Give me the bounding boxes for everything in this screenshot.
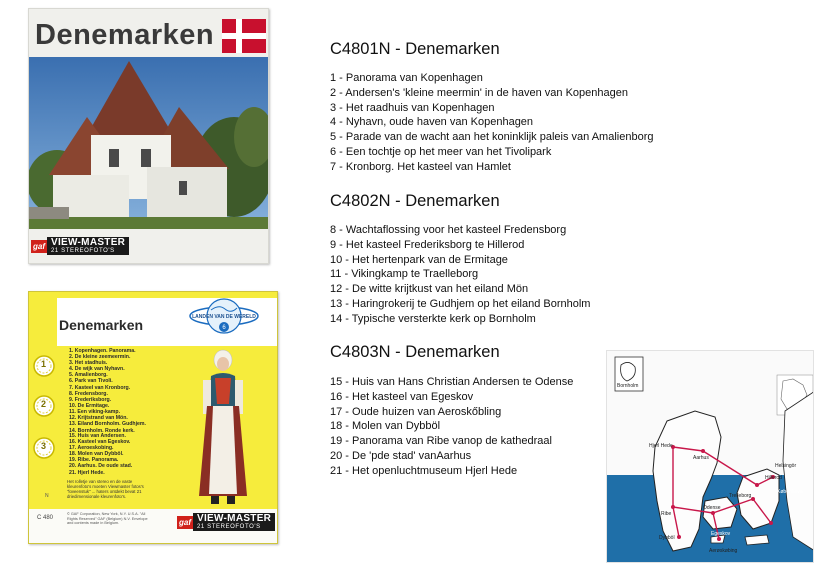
list-item: 1 - Panorama van Kopenhagen [330, 72, 483, 84]
map-label-odense: Odense [703, 505, 721, 511]
reel-list-c4801 [330, 71, 653, 175]
reel-number: 2 [41, 399, 47, 409]
list-item: 17 - Oude huizen van Aeroskőbling [330, 405, 502, 418]
list-item: 14 - Typische versterkte kerk op Bornholm [330, 312, 536, 325]
packet-footer [29, 229, 269, 264]
map-label-ribe: Ribe [661, 511, 672, 517]
map-label-bornholm: Bornholm [617, 383, 639, 389]
list-item: 10 - Het hertenpark van de Ermitage [330, 253, 508, 266]
map-label-dybbol: Dybböl [659, 535, 675, 541]
reel-3-list: 15. Huis van Andersen. 16. Kasteel van Egeskov. 17. Aeroeskobing. 18. Molen van Dybböl. 19. Ribe. Panorama. 20. Aarhus. De oude stad. 21. Hjerl Hede. [69, 433, 133, 476]
packet-title: Denemarken [59, 317, 144, 333]
list-item: 6 - Een tochtje op het meer van het Tivolipark [330, 145, 552, 158]
reel-list-c4802 [330, 223, 590, 327]
map-label-aarhus: Aarhus [693, 455, 709, 461]
church-photo [29, 57, 269, 229]
copyright-text: © GAF Corporation, New York, N.Y. U.S.A. "All Rights Reserved" GAF (Belgium) N.V. Envelope and contents made in Belgium. [67, 512, 148, 525]
list-item: 7 - Kronborg. Het kasteel van Hamlet [330, 160, 511, 173]
list-item: 5 - Parade van de wacht aan het koninklijk paleis van Amalienborg [330, 131, 654, 144]
packet-title: Denemarken [35, 19, 215, 51]
list-item: 12 - De witte krijtkust van het eiland Mön [330, 283, 529, 296]
list-item: 9 - Het kasteel Frederiksborg te Hillerod [330, 238, 525, 251]
costume-woman-illustration [193, 346, 253, 510]
packet-bottom-strip [29, 509, 278, 544]
section-title-c4801: C4801N - Denemarken [330, 40, 500, 58]
map-label-aeroskobing: Aerøskøbing [709, 548, 738, 554]
list-item: 18 - Molen van Dybböl [330, 420, 441, 433]
list-item: 2 - Andersen's 'kleine meermin' in de haven van Kopenhagen [330, 86, 628, 99]
map-label-helsingor: Helsingör [775, 463, 797, 469]
packet-code: C 480 [37, 515, 54, 521]
denmark-map [606, 350, 814, 563]
svg-text:6: 6 [222, 325, 226, 331]
packet-back [28, 291, 278, 544]
section-title-c4802: C4802N - Denemarken [330, 192, 500, 210]
map-label-hjerl-hede: Hjerl Hede [649, 443, 673, 449]
list-item: 21 - Het openluchtmuseum Hjerl Hede [330, 464, 518, 477]
reel-list-c4803 [330, 375, 573, 479]
map-label-kobenhavn: København [777, 489, 803, 495]
reel-1-list: 1. Kopenhagen. Panorama. 2. De kleine zeemeermin. 3. Het stadhuis. 4. De wijk van Nyhavn. 5. Amalienborg. 6. Park van Tivoli. 7. Kasteel van Kronborg. [69, 348, 136, 391]
reel-2-list: 8. Fredensborg. 9. Frederiksborg. 10. De Ermitage. 11. Een viking-kamp. 12. Krijtstrand van Mön. 13. Eiland Bornholm. Gudhjem. 14. Bornholm. Ronde kerk. [69, 391, 146, 434]
list-item: 20 - De 'pde stad' vanAarhus [330, 449, 472, 462]
badge-label: LANDEN VAN DE WERELD [192, 314, 256, 320]
list-item: 16 - Het kasteel van Egeskov [330, 390, 474, 403]
viewmaster-logo: gaf VIEW-MASTER 21 STEREOFOTO'S [31, 237, 129, 255]
reel-number: 1 [41, 359, 47, 369]
list-item: 19 - Panorama van Ribe vanop de kathedraal [330, 435, 552, 448]
map-label-trelleborg: Trelleborg [729, 493, 752, 499]
list-item: 4 - Nyhavn, oude haven van Kopenhagen [330, 116, 534, 129]
list-item: 11 - Vikingkamp te Traelleborg [330, 268, 479, 281]
list-item: 13 - Haringrokerij te Gudhjem op het eiland Bornholm [330, 297, 591, 310]
packet-cover-c4801 [28, 8, 269, 264]
reel-number: 3 [41, 441, 47, 451]
map-label-egeskov: Egeskov [711, 531, 731, 537]
map-label-hillerod: Hillerod [765, 475, 782, 481]
list-item: 8 - Wachtaflossing voor het kasteel Fredensborg [330, 224, 567, 236]
danish-flag-icon [222, 19, 266, 53]
list-item: 3 - Het raadhuis van Kopenhagen [330, 101, 495, 114]
section-title-c4803: C4803N - Denemarken [330, 343, 500, 361]
list-item: 15 - Huis van Hans Christian Andersen te Odense [330, 376, 574, 388]
packet-n-label: N [45, 493, 49, 499]
viewmaster-logo: gaf VIEW-MASTER 21 STEREOFOTO'S [177, 513, 275, 531]
packet-note: Het rolletje van stereo en de vaste kleurenfoto's moeten Viewmaster fotos's "loveenstuk" ... haters ontdekt bevat 21 driedimensionale kleurenfoto's. [67, 479, 144, 499]
